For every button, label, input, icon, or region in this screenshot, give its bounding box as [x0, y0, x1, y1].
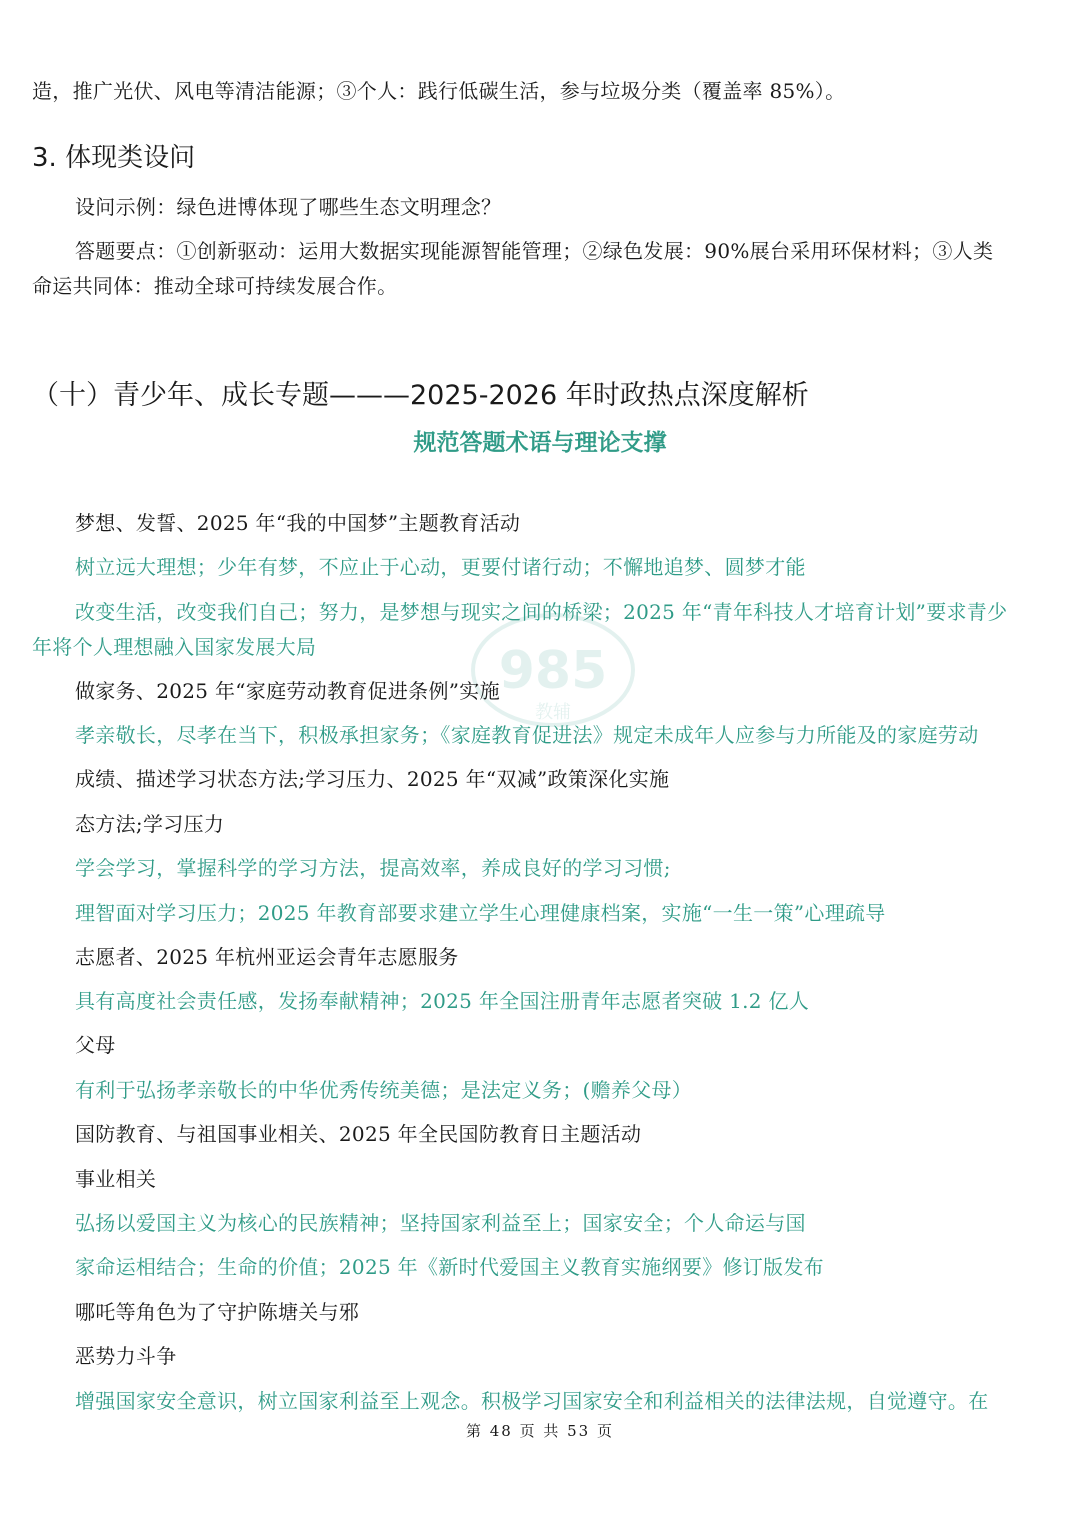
term-line: 家命运相结合；生命的价值；2025 年《新时代爱国主义教育实施纲要》修订版发布 — [75, 1255, 824, 1279]
term-line: 具有高度社会责任感，发扬奉献精神；2025 年全国注册青年志愿者突破 1.2 亿人 — [75, 989, 810, 1013]
term-line: 树立远大理想；少年有梦，不应止于心动，更要付诸行动；不懈地追梦、圆梦才能 — [75, 555, 806, 579]
topic-line: 恶势力斗争 — [75, 1344, 177, 1368]
term-line: 年将个人理想融入国家发展大局 — [32, 635, 317, 659]
topic-line: 态方法;学习压力 — [75, 812, 225, 836]
topic-line: 事业相关 — [75, 1167, 157, 1191]
heading-embodiment-questions: 3. 体现类设问 — [32, 143, 196, 173]
term-line: 改变生活，改变我们自己；努力，是梦想与现实之间的桥梁；2025 年“青年科技人才培育计划”要求青少 — [75, 600, 1008, 624]
page-number-footer: 第 48 页 共 53 页 — [465, 1422, 614, 1440]
watermark-number: 985 — [498, 641, 608, 701]
term-line: 弘扬以爱国主义为核心的民族精神；坚持国家利益至上；国家安全；个人命运与国 — [75, 1211, 806, 1235]
topic-line: 哪吒等角色为了守护陈塘关与邪 — [75, 1300, 360, 1324]
topic-line: 国防教育、与祖国事业相关、2025 年全民国防教育日主题活动 — [75, 1122, 642, 1146]
term-line: 理智面对学习压力；2025 年教育部要求建立学生心理健康档案，实施“一生一策”心理疏导 — [75, 901, 886, 925]
example-question: 设问示例：绿色进博体现了哪些生态文明理念？ — [75, 195, 502, 219]
watermark-label: 教辅 — [535, 702, 571, 723]
answer-points-line-1: 答题要点：①创新驱动：运用大数据实现能源智能管理；②绿色发展：90%展台采用环保材料；③人类 — [75, 239, 994, 263]
section-title: （十）青少年、成长专题———2025-2026 年时政热点深度解析 — [32, 380, 809, 411]
term-line: 孝亲敬长，尽孝在当下，积极承担家务；《家庭教育促进法》规定未成年人应参与力所能及的家庭劳动 — [75, 723, 979, 747]
section-subtitle: 规范答题术语与理论支撑 — [413, 430, 667, 456]
topic-line: 梦想、发誓、2025 年“我的中国梦”主题教育活动 — [75, 511, 521, 535]
answer-points-line-2: 命运共同体：推动全球可持续发展合作。 — [32, 274, 398, 298]
topic-line: 志愿者、2025 年杭州亚运会青年志愿服务 — [75, 945, 459, 969]
topic-line: 做家务、2025 年“家庭劳动教育促进条例”实施 — [75, 679, 500, 703]
term-line: 学会学习，掌握科学的学习方法，提高效率，养成良好的学习习惯; — [75, 856, 671, 880]
term-line: 有利于弘扬孝亲敬长的中华优秀传统美德；是法定义务；(赡养父母） — [75, 1078, 693, 1102]
topic-line: 父母 — [75, 1033, 116, 1057]
continuation-line: 造，推广光伏、风电等清洁能源；③个人：践行低碳生活，参与垃圾分类（覆盖率 85%）。 — [32, 79, 846, 103]
term-line: 增强国家安全意识，树立国家利益至上观念。积极学习国家安全和利益相关的法律法规，自觉遵守。在 — [75, 1389, 989, 1413]
topic-line: 成绩、描述学习状态方法;学习压力、2025 年“双减”政策深化实施 — [75, 767, 670, 791]
